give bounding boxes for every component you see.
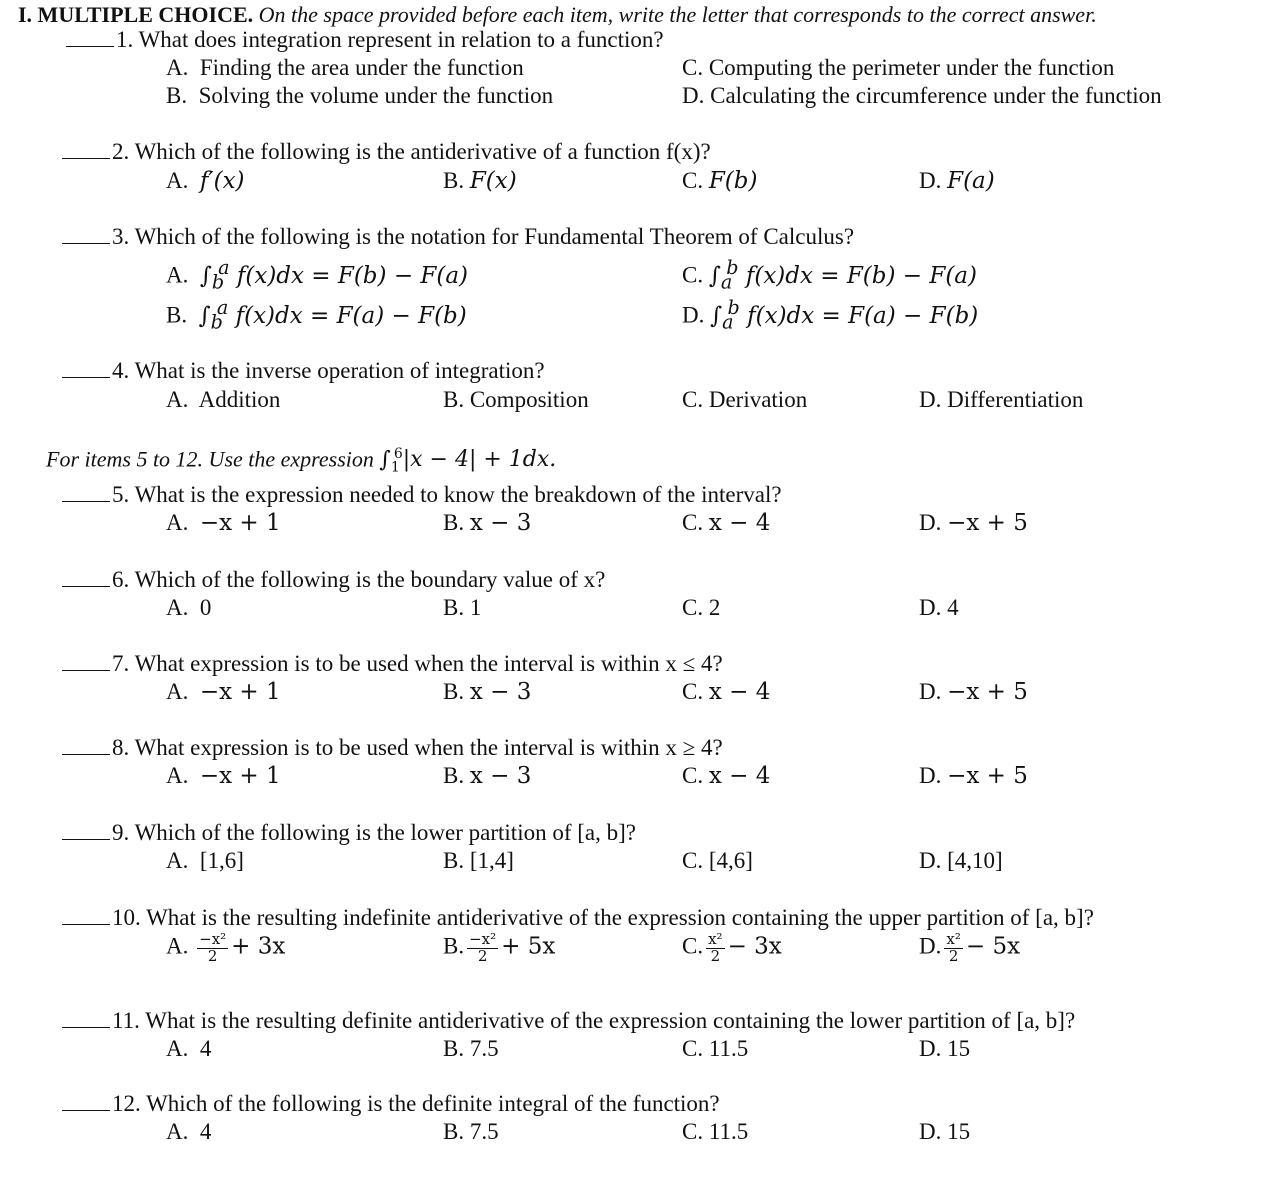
choice-8c: C. x − 4: [682, 763, 771, 789]
question-text: What expression is to be used when the interval is within x ≥ 4?: [134, 735, 723, 760]
choice-5a: A. −x + 1: [166, 510, 281, 536]
answer-blank-5[interactable]: [62, 500, 110, 502]
section-instructions: On the space provided before each item, write the letter that corresponds to the correct answer.: [258, 2, 1097, 27]
answer-blank-4[interactable]: [62, 376, 110, 378]
choice-12b: B. 7.5: [443, 1119, 499, 1144]
answer-blank-11[interactable]: [62, 1026, 110, 1028]
choice-8d: D. −x + 5: [919, 763, 1028, 789]
choice-10c: C. $\frac{\text{x²}}{2}$ − 3x: [682, 930, 782, 965]
question-7: 7. What expression is to be used when the interval is within x ≤ 4?: [62, 651, 723, 677]
choice-2d: D. F(a): [919, 168, 995, 194]
choice-6c: C. 2: [682, 595, 721, 620]
question-text: What is the resulting definite antiderivative of the expression containing the lower partition of [a, b]?: [145, 1008, 1076, 1033]
answer-blank-9[interactable]: [62, 838, 110, 840]
choice-8b: B. x − 3: [443, 763, 532, 789]
choice-3b: B. $\int_b^a$ f(x)dx = F(a) − F(b): [166, 296, 467, 334]
choice-3d: D. $\int_a^b$ f(x)dx = F(a) − F(b): [682, 296, 979, 334]
choice-1b: B. Solving the volume under the function: [166, 83, 554, 108]
question-text: Which of the following is the boundary value of x?: [134, 567, 606, 592]
question-2: 2. Which of the following is the antiderivative of a function f(x)?: [62, 139, 711, 165]
choice-2c: C. F(b): [682, 168, 758, 194]
question-number: 1.: [116, 27, 134, 52]
question-3: 3. Which of the following is the notation for Fundamental Theorem of Calculus?: [62, 224, 854, 250]
question-text: What does integration represent in relation to a function?: [138, 27, 664, 52]
answer-blank-2[interactable]: [62, 157, 110, 159]
choice-12d: D. 15: [919, 1119, 971, 1144]
choice-12a: A. 4: [166, 1119, 212, 1144]
question-11: 11. What is the resulting definite antiderivative of the expression containing the lower partition of [a, b]?: [62, 1008, 1075, 1034]
question-5: 5. What is the expression needed to know the breakdown of the interval?: [62, 482, 782, 508]
choice-1a: A. Finding the area under the function: [166, 55, 524, 80]
question-6: 6. Which of the following is the boundary value of x?: [62, 567, 605, 593]
section-title: I. MULTIPLE CHOICE.: [18, 2, 254, 27]
choice-5c: C. x − 4: [682, 510, 771, 536]
choice-9a: A. [1,6]: [166, 848, 244, 873]
answer-blank-8[interactable]: [62, 753, 110, 755]
choice-10b: B. $\frac{\text{−x²}}{2}$ + 5x: [443, 930, 556, 965]
question-9: 9. Which of the following is the lower partition of [a, b]?: [62, 820, 636, 846]
choice-10a: A. $\frac{\text{−x²}}{2}$ + 3x: [166, 930, 286, 965]
choice-11a: A. 4: [166, 1036, 212, 1061]
question-text: What is the resulting indefinite antiderivative of the expression containing the upper partition of [a, b]?: [146, 905, 1094, 930]
choice-4c: C. Derivation: [682, 387, 808, 412]
choice-9c: C. [4,6]: [682, 848, 753, 873]
question-text: What expression is to be used when the interval is within x ≤ 4?: [134, 651, 723, 676]
choice-9d: D. [4,10]: [919, 848, 1003, 873]
answer-blank-10[interactable]: [62, 923, 110, 925]
choice-5b: B. x − 3: [443, 510, 532, 536]
choice-7d: D. −x + 5: [919, 679, 1028, 705]
question-text: Which of the following is the definite integral of the function?: [146, 1091, 720, 1116]
choice-5d: D. −x + 5: [919, 510, 1028, 536]
choice-10d: D. $\frac{\text{x²}}{2}$ − 5x: [919, 930, 1021, 965]
question-text: Which of the following is the antiderivative of a function f(x)?: [134, 139, 711, 164]
question-text: What is the inverse operation of integration?: [134, 358, 545, 383]
answer-blank-1[interactable]: [66, 45, 114, 47]
choice-4b: B. Composition: [443, 387, 589, 412]
choice-7b: B. x − 3: [443, 679, 532, 705]
choice-7c: C. x − 4: [682, 679, 771, 705]
choice-6d: D. 4: [919, 595, 959, 620]
choice-11d: D. 15: [919, 1036, 971, 1061]
choice-7a: A. −x + 1: [166, 679, 281, 705]
section-heading: [18, 2, 1097, 28]
choice-3c: C. $\int_a^b$ f(x)dx = F(b) − F(a): [682, 256, 977, 294]
choice-6a: A. 0: [166, 595, 212, 620]
question-8: 8. What expression is to be used when the interval is within x ≥ 4?: [62, 735, 723, 761]
choice-2b: B. F(x): [443, 168, 517, 194]
question-12: 12. Which of the following is the definite integral of the function?: [62, 1091, 720, 1117]
choice-9b: B. [1,4]: [443, 848, 514, 873]
choice-4a: A. Addition: [166, 387, 281, 412]
choice-4d: D. Differentiation: [919, 387, 1084, 412]
question-10: 10. What is the resulting indefinite antiderivative of the expression containing the upper partition of [a, b]?: [62, 905, 1094, 931]
choice-1c: C. Computing the perimeter under the function: [682, 55, 1115, 80]
choice-2a: A. f′(x): [166, 168, 245, 194]
question-text: Which of the following is the lower partition of [a, b]?: [134, 820, 636, 845]
question-text: What is the expression needed to know the breakdown of the interval?: [134, 482, 782, 507]
choice-3a: A. $\int_b^a$ f(x)dx = F(b) − F(a): [166, 256, 469, 294]
choice-8a: A. −x + 1: [166, 763, 281, 789]
choice-11c: C. 11.5: [682, 1036, 749, 1061]
choice-1d: D. Calculating the circumference under the function: [682, 83, 1162, 108]
answer-blank-12[interactable]: [62, 1109, 110, 1111]
question-1: [66, 27, 664, 53]
question-text: Which of the following is the notation for Fundamental Theorem of Calculus?: [134, 224, 855, 249]
items-note: For items 5 to 12. Use the expression $\int_1^6|x - 4| + 1dx$.: [46, 446, 557, 476]
answer-blank-3[interactable]: [62, 242, 110, 244]
question-4: 4. What is the inverse operation of integration?: [62, 358, 545, 384]
choice-6b: B. 1: [443, 595, 482, 620]
choice-12c: C. 11.5: [682, 1119, 749, 1144]
answer-blank-7[interactable]: [62, 669, 110, 671]
answer-blank-6[interactable]: [62, 585, 110, 587]
choice-11b: B. 7.5: [443, 1036, 499, 1061]
